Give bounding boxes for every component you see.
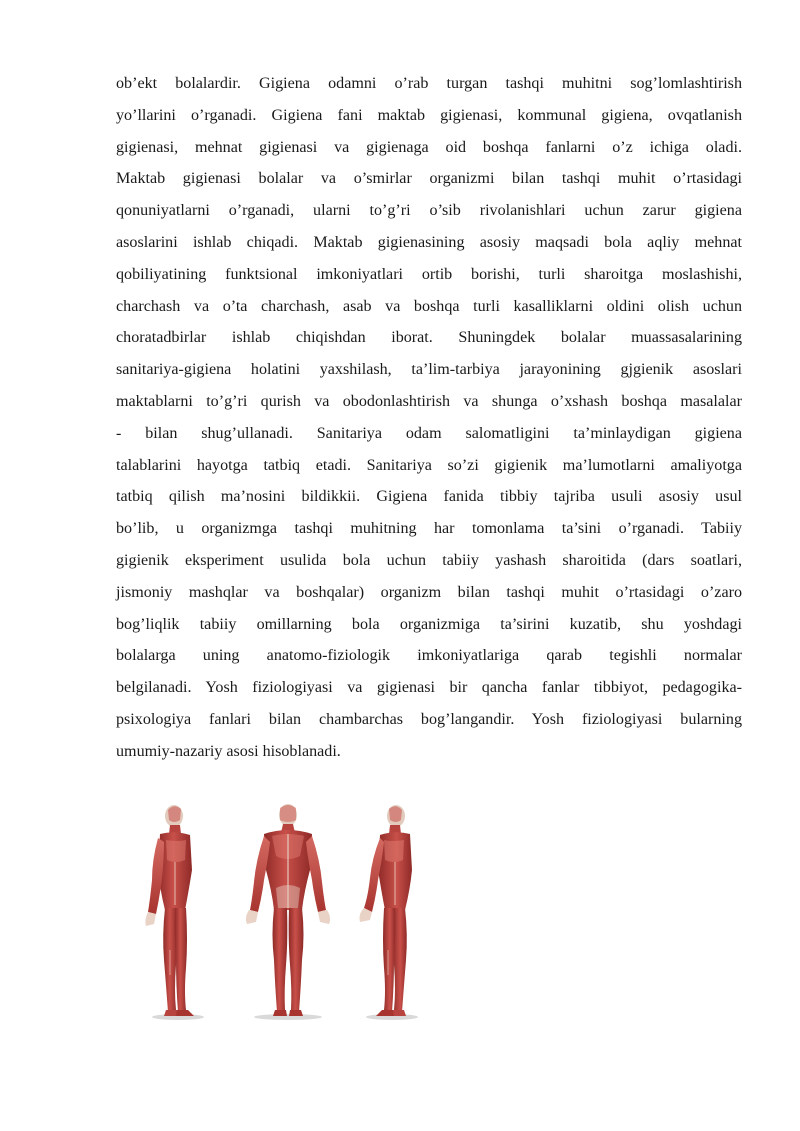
- paragraph-line: psixologiya fanlari bilan chambarchas bog’langandir. Yosh fiziologiyasi bularning: [116, 710, 742, 728]
- paragraph-line: gigienik eksperiment usulida bola uchun tabiiy yashash sharoitida (dars soatlari,: [116, 551, 742, 569]
- paragraph-line: yo’llarini o’rganadi. Gigiena fani maktab gigienasi, kommunal gigiena, ovqatlanish: [116, 106, 742, 124]
- paragraph-line: choratadbirlar ishlab chiqishdan iborat. Shuningdek bolalar muassasalarining: [116, 329, 742, 347]
- paragraph-line: Maktab gigienasi bolalar va o’smirlar organizmi bilan tashqi muhit o’rtasidagi: [116, 170, 742, 188]
- paragraph-line: bog’liqlik tabiiy omillarning bola organizmiga ta’sirini kuzatib, shu yoshdagi: [116, 615, 742, 633]
- body-paragraph: [116, 68, 742, 768]
- paragraph-line: jismoniy mashqlar va boshqalar) organizm bilan tashqi muhit o’rtasidagi o’zaro: [116, 583, 742, 601]
- figure-side-view-mirrored: [360, 805, 419, 1020]
- paragraph-line: umumiy-nazariy asosi hisoblanadi.: [116, 742, 341, 760]
- figure-back-view: [246, 804, 330, 1020]
- paragraph-line: asoslarini ishlab chiqadi. Maktab gigienasining asosiy maqsadi bola aqliy mehnat: [116, 233, 742, 251]
- paragraph-line: bolalarga uning anatomo-fiziologik imkoniyatlariga qarab tegishli normalar: [116, 647, 742, 665]
- muscle-anatomy-illustration: [130, 800, 450, 1022]
- paragraph-line: talablarini hayotga tatbiq etadi. Sanitariya so’zi gigienik ma’lumotlarni amaliyotga: [116, 456, 742, 474]
- paragraph-line: charchash va o’ta charchash, asab va boshqa turli kasalliklarni oldini olish uchun: [116, 297, 742, 315]
- paragraph-line: maktablarni to’g’ri qurish va obodonlashtirish va shunga o’xshash boshqa masalalar: [116, 392, 742, 410]
- paragraph-line: ob’ekt bolalardir. Gigiena odamni o’rab turgan tashqi muhitni sog’lomlashtirish: [116, 75, 742, 92]
- paragraph-line: - bilan shug’ullanadi. Sanitariya odam salomatligini ta’minlaydigan gigiena: [116, 424, 742, 442]
- paragraph-line: sanitariya-gigiena holatini yaxshilash, ta’lim-tarbiya jarayonining gjgienik asoslari: [116, 361, 742, 379]
- paragraph-line: gigienasi, mehnat gigienasi va gigienaga oid boshqa fanlarni o’z ichiga oladi.: [116, 138, 742, 156]
- paragraph-line: qonuniyatlarni o’rganadi, ularni to’g’ri o’sib rivolanishlari uchun zarur gigiena: [116, 202, 742, 220]
- figure-side-view: [145, 805, 204, 1020]
- paragraph-line: qobiliyatining funktsional imkoniyatlari ortib borishi, turli sharoitga moslashishi,: [116, 265, 742, 283]
- paragraph-line: tatbiq qilish ma’nosini bildikkii. Gigiena fanida tibbiy tajriba usuli asosiy usul: [116, 488, 742, 506]
- paragraph-line: bo’lib, u organizmga tashqi muhitning har tomonlama ta’sini o’rganadi. Tabiiy: [116, 520, 742, 538]
- paragraph-line: belgilanadi. Yosh fiziologiyasi va gigienasi bir qancha fanlar tibbiyot, pedagogika-: [116, 679, 742, 697]
